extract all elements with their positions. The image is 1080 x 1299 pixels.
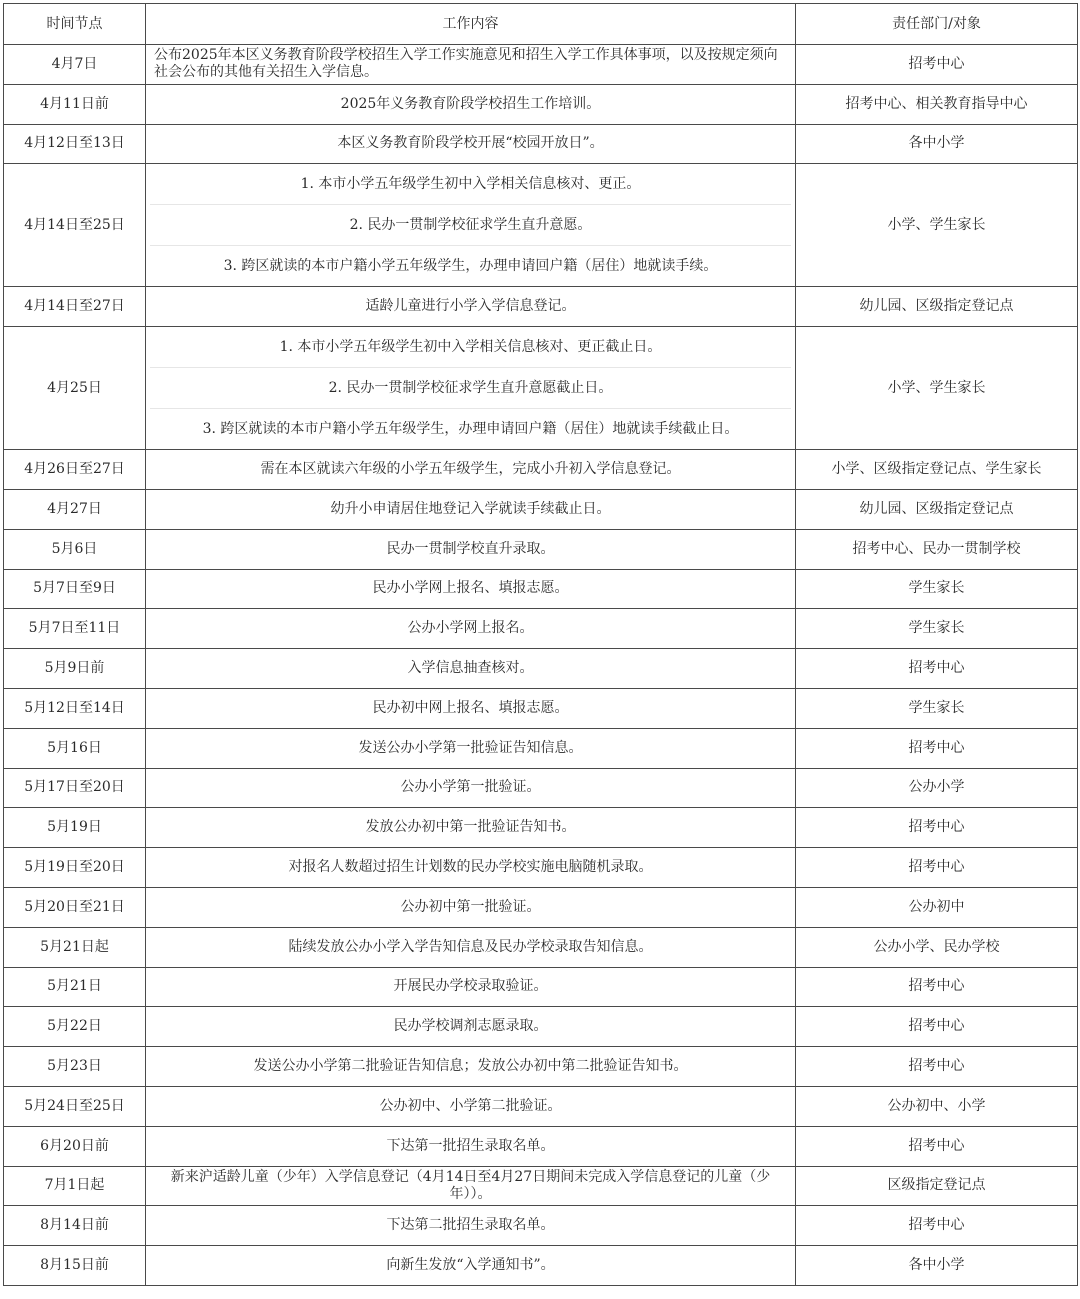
cell-owner: 小学、学生家长 (796, 164, 1078, 287)
cell-time: 6月20日前 (4, 1126, 146, 1166)
cell-time: 5月22日 (4, 1007, 146, 1047)
cell-time: 5月17日至20日 (4, 768, 146, 808)
cell-time: 4月25日 (4, 327, 146, 450)
cell-owner: 小学、学生家长 (796, 327, 1078, 450)
table-row (4, 1047, 1078, 1087)
cell-content: 发送公办小学第二批验证告知信息；发放公办初中第二批验证告知书。 (146, 1047, 796, 1087)
cell-owner: 招考中心 (796, 808, 1078, 848)
table-row (4, 848, 1078, 888)
cell-content: 下达第二批招生录取名单。 (146, 1206, 796, 1246)
cell-owner: 招考中心 (796, 1007, 1078, 1047)
content-item: 3. 跨区就读的本市户籍小学五年级学生，办理申请回户籍（居住）地就读手续。 (223, 257, 718, 274)
table-row (4, 967, 1078, 1007)
cell-time: 4月7日 (4, 45, 146, 85)
table-row (4, 1007, 1078, 1047)
cell-content: 发放公办初中第一批验证告知书。 (146, 808, 796, 848)
cell-owner: 招考中心 (796, 1047, 1078, 1087)
content-item: 2. 民办一贯制学校征求学生直升意愿截止日。 (150, 368, 791, 409)
cell-content: 公布2025年本区义务教育阶段学校招生入学工作实施意见和招生入学工作具体事项，以及按规定须向社会公布的其他有关招生入学信息。 (146, 45, 796, 85)
table-row (4, 489, 1078, 529)
cell-time: 4月14日至25日 (4, 164, 146, 287)
cell-owner: 学生家长 (796, 688, 1078, 728)
cell-content: 民办小学网上报名、填报志愿。 (146, 569, 796, 609)
table-row (4, 887, 1078, 927)
cell-owner: 幼儿园、区级指定登记点 (796, 489, 1078, 529)
cell-owner: 小学、区级指定登记点、学生家长 (796, 450, 1078, 490)
cell-time: 5月20日至21日 (4, 887, 146, 927)
cell-owner: 学生家长 (796, 609, 1078, 649)
cell-owner: 招考中心 (796, 1206, 1078, 1246)
header-owner: 责任部门/对象 (796, 4, 1078, 45)
table-row (4, 768, 1078, 808)
cell-time: 5月7日至11日 (4, 609, 146, 649)
cell-content: 对报名人数超过招生计划数的民办学校实施电脑随机录取。 (146, 848, 796, 888)
cell-content: 本区义务教育阶段学校开展“校园开放日”。 (146, 124, 796, 164)
cell-time: 4月26日至27日 (4, 450, 146, 490)
table-row (4, 609, 1078, 649)
cell-time: 7月1日起 (4, 1166, 146, 1206)
cell-time: 5月21日 (4, 967, 146, 1007)
cell-owner: 招考中心 (796, 45, 1078, 85)
cell-time: 5月16日 (4, 728, 146, 768)
cell-content: 公办小学网上报名。 (146, 609, 796, 649)
cell-owner: 招考中心、民办一贯制学校 (796, 529, 1078, 569)
cell-owner: 区级指定登记点 (796, 1166, 1078, 1206)
enrollment-schedule-table (3, 3, 1078, 1286)
cell-time: 4月11日前 (4, 84, 146, 124)
cell-content: 陆续发放公办小学入学告知信息及民办学校录取告知信息。 (146, 927, 796, 967)
cell-owner: 公办小学、民办学校 (796, 927, 1078, 967)
header-time: 时间节点 (4, 4, 146, 45)
cell-owner: 各中小学 (796, 1246, 1078, 1286)
table-row (4, 450, 1078, 490)
table-row (4, 808, 1078, 848)
cell-content: 幼升小申请居住地登记入学就读手续截止日。 (146, 489, 796, 529)
content-item: 2. 民办一贯制学校征求学生直升意愿。 (150, 205, 791, 246)
cell-content: 公办初中第一批验证。 (146, 887, 796, 927)
cell-owner: 招考中心 (796, 1126, 1078, 1166)
table-row (4, 287, 1078, 327)
cell-content: 入学信息抽查核对。 (146, 649, 796, 689)
cell-time: 5月23日 (4, 1047, 146, 1087)
cell-time: 5月7日至9日 (4, 569, 146, 609)
cell-content: 向新生发放“入学通知书”。 (146, 1246, 796, 1286)
cell-time: 5月12日至14日 (4, 688, 146, 728)
content-item: 1. 本市小学五年级学生初中入学相关信息核对、更正。 (150, 164, 791, 205)
schedule-table-wrapper (3, 3, 1077, 1286)
table-row (4, 84, 1078, 124)
table-row (4, 569, 1078, 609)
cell-time: 4月14日至27日 (4, 287, 146, 327)
table-row-multi (4, 327, 1078, 450)
cell-content: 公办小学第一批验证。 (146, 768, 796, 808)
cell-owner: 幼儿园、区级指定登记点 (796, 287, 1078, 327)
table-row (4, 927, 1078, 967)
cell-time: 5月24日至25日 (4, 1086, 146, 1126)
table-row-multi (4, 164, 1078, 287)
cell-content: 新来沪适龄儿童（少年）入学信息登记（4月14日至4月27日期间未完成入学信息登记的儿童（少年））。 (146, 1166, 796, 1206)
table-row (4, 45, 1078, 85)
cell-content: 需在本区就读六年级的小学五年级学生，完成小升初入学信息登记。 (146, 450, 796, 490)
table-row (4, 1246, 1078, 1286)
cell-time: 5月21日起 (4, 927, 146, 967)
cell-content: 适龄儿童进行小学入学信息登记。 (146, 287, 796, 327)
cell-owner: 招考中心、相关教育指导中心 (796, 84, 1078, 124)
header-row (4, 4, 1078, 45)
cell-owner: 公办初中、小学 (796, 1086, 1078, 1126)
cell-content: 民办一贯制学校直升录取。 (146, 529, 796, 569)
cell-time: 4月27日 (4, 489, 146, 529)
cell-owner: 招考中心 (796, 728, 1078, 768)
table-row (4, 124, 1078, 164)
cell-content: 公办初中、小学第二批验证。 (146, 1086, 796, 1126)
cell-content: 民办学校调剂志愿录取。 (146, 1007, 796, 1047)
table-row (4, 1166, 1078, 1206)
table-row (4, 1126, 1078, 1166)
table-row (4, 1086, 1078, 1126)
cell-owner: 招考中心 (796, 967, 1078, 1007)
content-item: 1. 本市小学五年级学生初中入学相关信息核对、更正截止日。 (150, 327, 791, 368)
cell-time: 5月9日前 (4, 649, 146, 689)
table-row (4, 1206, 1078, 1246)
cell-content: 2025年义务教育阶段学校招生工作培训。 (146, 84, 796, 124)
table-row (4, 649, 1078, 689)
cell-time: 5月6日 (4, 529, 146, 569)
table-row (4, 688, 1078, 728)
cell-time: 5月19日至20日 (4, 848, 146, 888)
table-row (4, 529, 1078, 569)
cell-content: 开展民办学校录取验证。 (146, 967, 796, 1007)
cell-time: 8月14日前 (4, 1206, 146, 1246)
cell-content-list (146, 327, 796, 450)
header-content: 工作内容 (146, 4, 796, 45)
cell-owner: 学生家长 (796, 569, 1078, 609)
cell-content: 下达第一批招生录取名单。 (146, 1126, 796, 1166)
cell-time: 4月12日至13日 (4, 124, 146, 164)
cell-owner: 各中小学 (796, 124, 1078, 164)
cell-time: 5月19日 (4, 808, 146, 848)
cell-owner: 公办小学 (796, 768, 1078, 808)
cell-content-list (146, 164, 796, 287)
cell-owner: 招考中心 (796, 848, 1078, 888)
cell-owner: 招考中心 (796, 649, 1078, 689)
cell-content: 发送公办小学第一批验证告知信息。 (146, 728, 796, 768)
table-row (4, 728, 1078, 768)
cell-time: 8月15日前 (4, 1246, 146, 1286)
cell-content: 民办初中网上报名、填报志愿。 (146, 688, 796, 728)
cell-owner: 公办初中 (796, 887, 1078, 927)
content-item: 3. 跨区就读的本市户籍小学五年级学生，办理申请回户籍（居住）地就读手续截止日。 (202, 420, 739, 437)
